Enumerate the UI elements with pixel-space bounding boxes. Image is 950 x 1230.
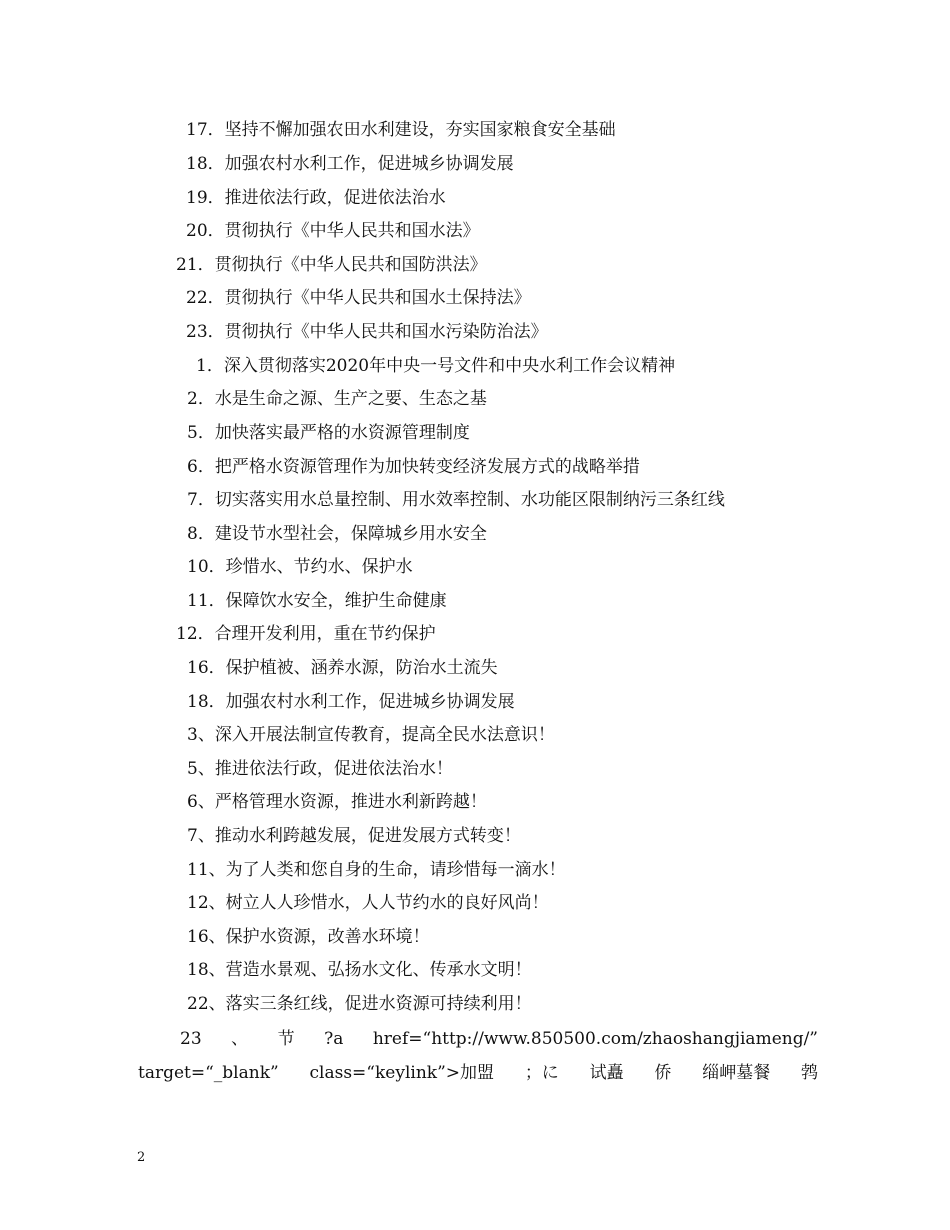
list-item: 18、营造水景观、弘扬水文化、传承水文明！ bbox=[187, 960, 532, 980]
list-item: 21．贯彻执行《中华人民共和国防洪法》 bbox=[176, 255, 487, 275]
garbled-fragment: href=“http://www.850500.com/zhaoshangjiameng/” bbox=[372, 1029, 818, 1049]
list-item: 7．切实落实用水总量控制、用水效率控制、水功能区限制纳污三条红线 bbox=[187, 490, 725, 510]
list-item: 22、落实三条红线，促进水资源可持续利用！ bbox=[187, 994, 532, 1014]
garbled-fragment: class=“keylink”>加盟 bbox=[309, 1063, 495, 1083]
list-item: 7、推动水利跨越发展，促进发展方式转变！ bbox=[187, 826, 521, 846]
garbled-fragment: target=“_blank” bbox=[138, 1063, 279, 1083]
list-item: 6．把严格水资源管理作为加快转变经济发展方式的战略举措 bbox=[187, 457, 640, 477]
list-item: 8．建设节水型社会，保障城乡用水安全 bbox=[187, 524, 487, 544]
garbled-fragment: ?a bbox=[324, 1029, 344, 1049]
garbled-fragment: 侨 bbox=[654, 1063, 672, 1083]
garbled-fragment: 鹁 bbox=[801, 1063, 818, 1083]
list-item: 23．贯彻执行《中华人民共和国水污染防治法》 bbox=[186, 322, 548, 342]
list-item: 11、为了人类和您自身的生命，请珍惜每一滴水！ bbox=[187, 860, 566, 880]
garbled-fragment: 试矗 bbox=[589, 1063, 624, 1083]
garbled-line-2 bbox=[138, 1063, 818, 1083]
garbled-fragment: 缁岬墓餐 bbox=[702, 1063, 771, 1083]
list-item: 12、树立人人珍惜水，人人节约水的良好风尚！ bbox=[187, 893, 549, 913]
list-item: 19．推进依法行政，促进依法治水 bbox=[186, 188, 446, 208]
list-item: 17．坚持不懈加强农田水利建设，夯实国家粮食安全基础 bbox=[186, 120, 616, 140]
garbled-line-1 bbox=[180, 1029, 818, 1049]
garbled-fragment: 、 bbox=[231, 1029, 249, 1049]
page-number: 2 bbox=[137, 1150, 146, 1165]
list-item: 1．深入贯彻落实2020年中央一号文件和中央水利工作会议精神 bbox=[196, 356, 676, 376]
garbled-fragment: ；に bbox=[524, 1063, 559, 1083]
list-item: 5．加快落实最严格的水资源管理制度 bbox=[187, 423, 470, 443]
list-item: 6、严格管理水资源，推进水利新跨越！ bbox=[187, 792, 487, 812]
list-item: 10．珍惜水、节约水、保护水 bbox=[187, 557, 413, 577]
garbled-fragment: 23 bbox=[180, 1029, 202, 1049]
list-item: 18．加强农村水利工作，促进城乡协调发展 bbox=[186, 154, 514, 174]
list-item: 16．保护植被、涵养水源，防治水土流失 bbox=[187, 658, 498, 678]
garbled-fragment: 节 bbox=[277, 1029, 295, 1049]
list-item: 11．保障饮水安全，维护生命健康 bbox=[187, 591, 447, 611]
list-item: 16、保护水资源，改善水环境！ bbox=[187, 927, 430, 947]
list-item: 12．合理开发利用，重在节约保护 bbox=[176, 624, 436, 644]
list-item: 18．加强农村水利工作，促进城乡协调发展 bbox=[187, 692, 515, 712]
list-item: 20．贯彻执行《中华人民共和国水法》 bbox=[186, 221, 480, 241]
list-item: 3、深入开展法制宣传教育，提高全民水法意识！ bbox=[187, 725, 555, 745]
list-item: 5、推进依法行政，促进依法治水！ bbox=[187, 759, 453, 779]
list-item: 2．水是生命之源、生产之要、生态之基 bbox=[187, 389, 487, 409]
list-item: 22．贯彻执行《中华人民共和国水土保持法》 bbox=[186, 288, 531, 308]
